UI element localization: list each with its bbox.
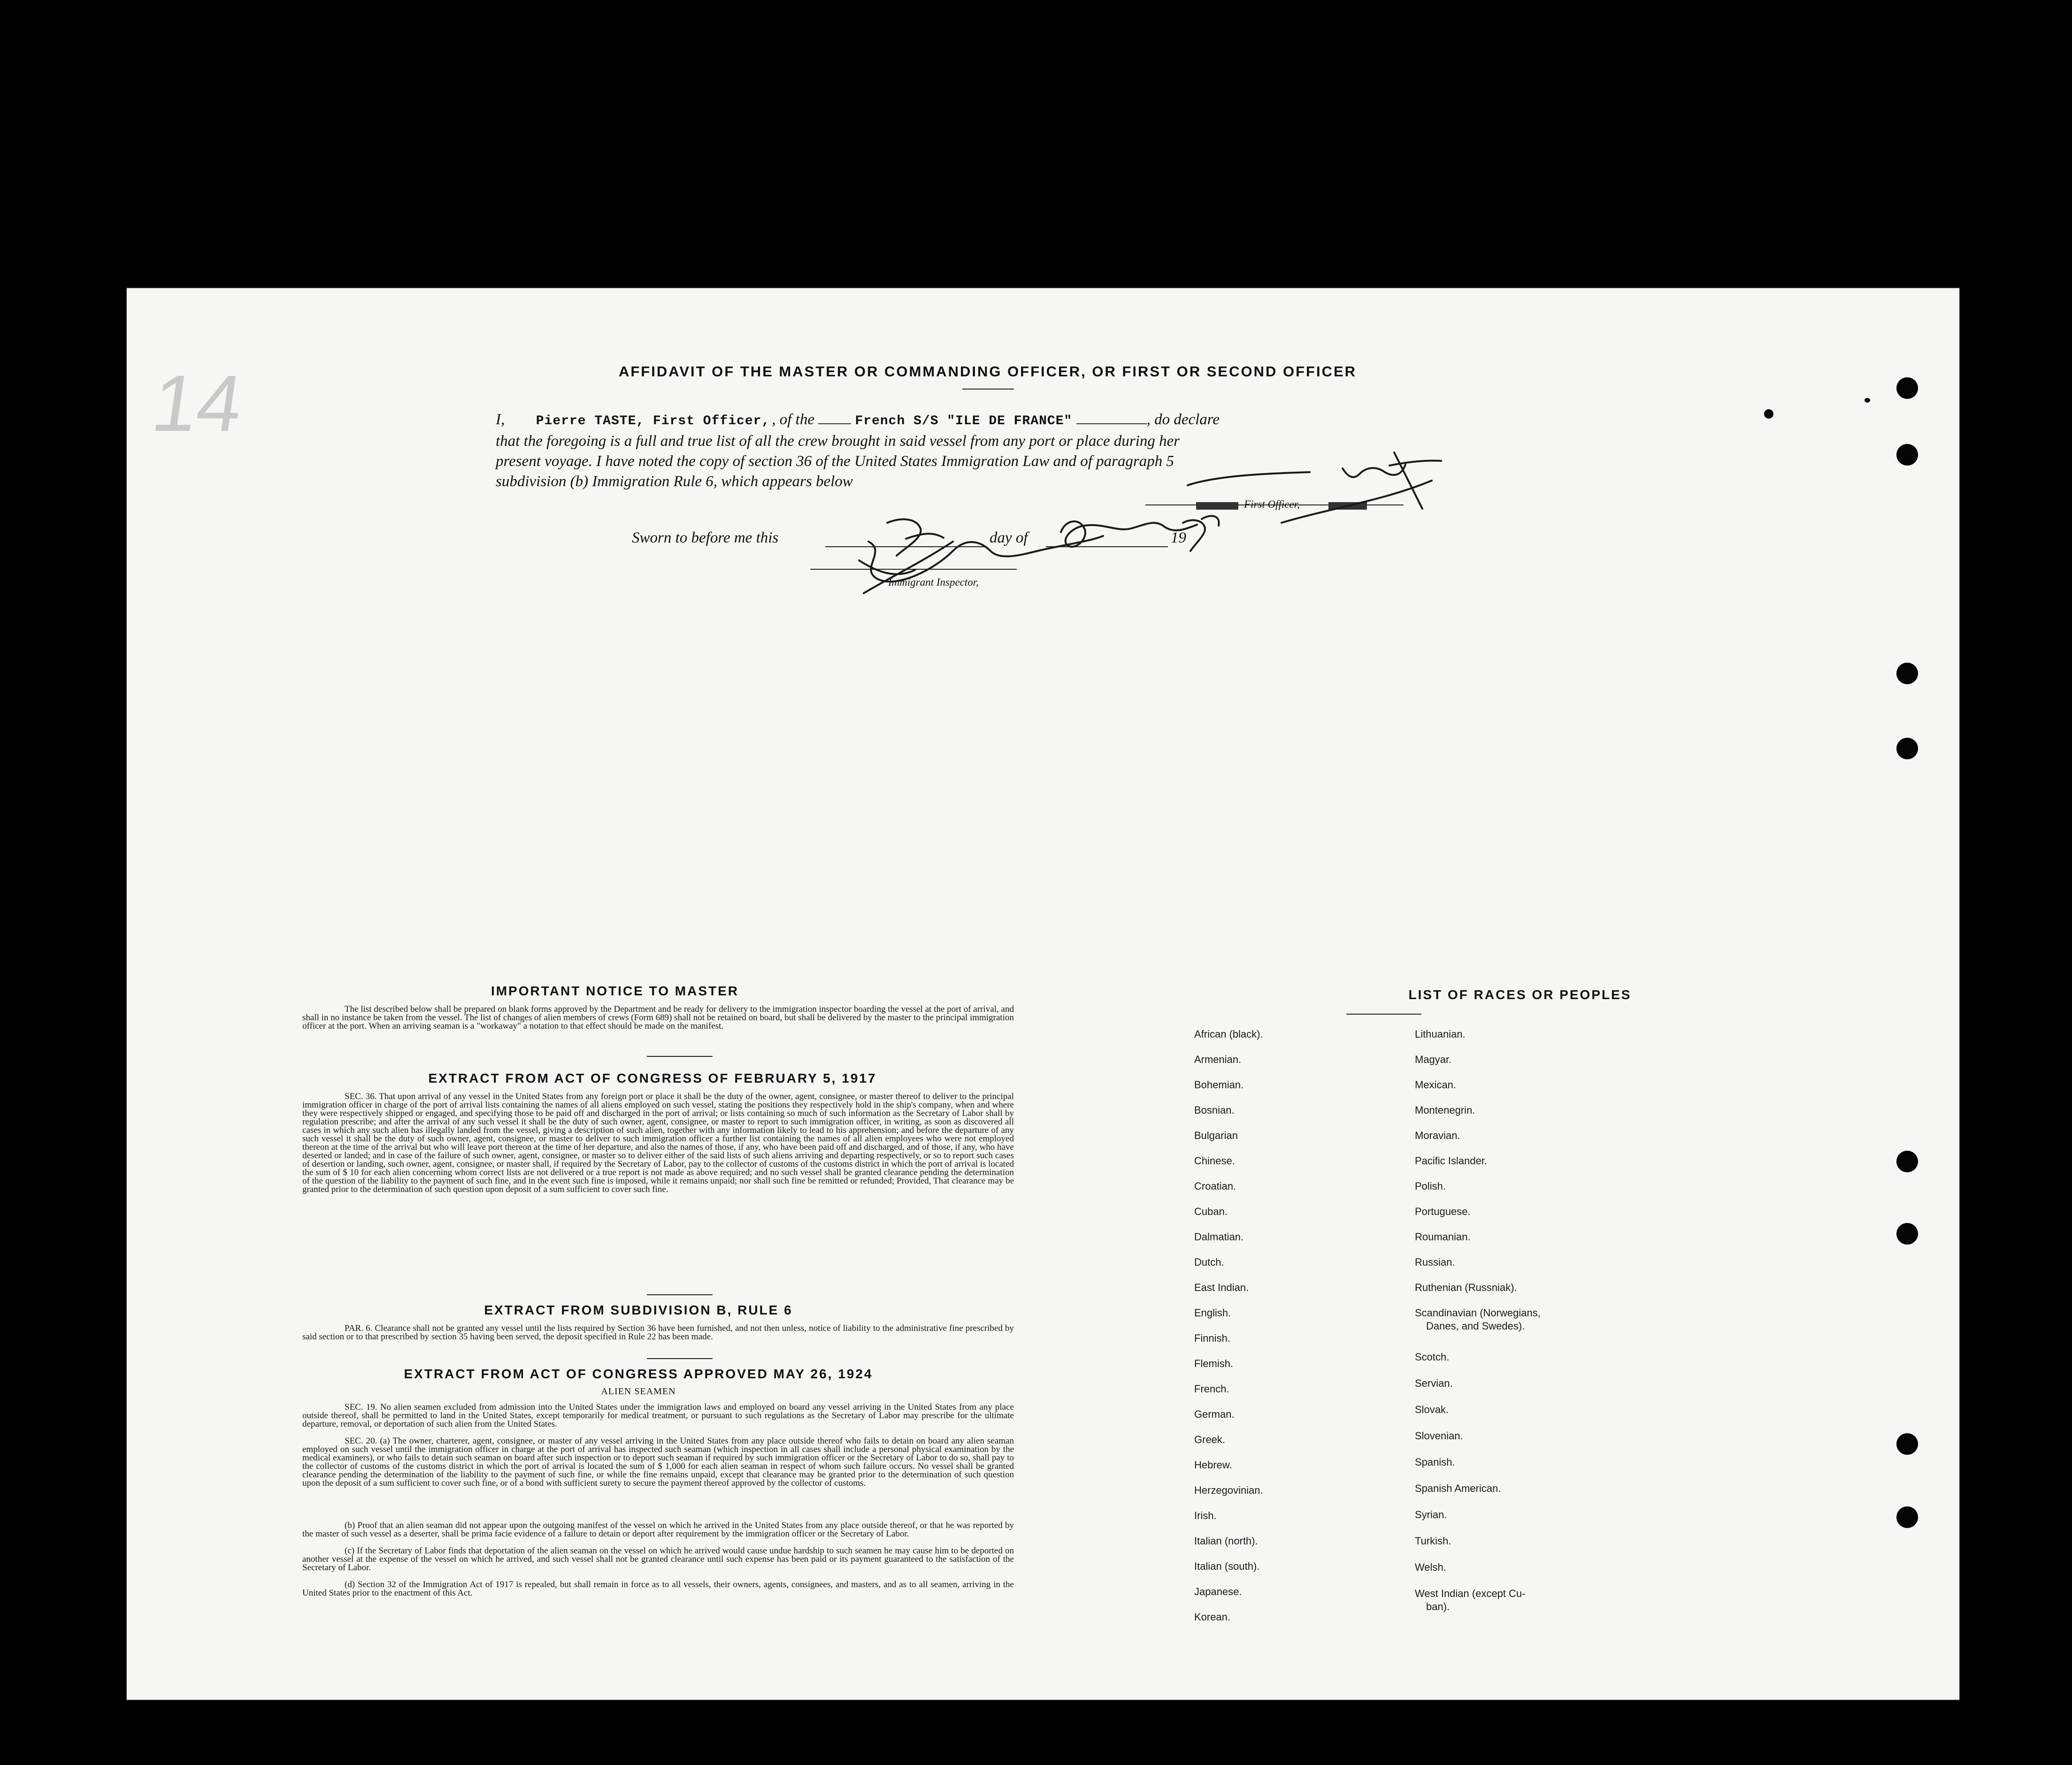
race-item: Armenian. xyxy=(1194,1054,1242,1065)
race-item: ban). xyxy=(1426,1601,1450,1612)
day-of-text: day of xyxy=(990,529,1028,546)
officer-name-field: Pierre TASTE, First Officer, xyxy=(536,414,770,428)
decl-line-3: present voyage. I have noted the copy of section 36 of the United States Immigration Law and of paragraph 5 xyxy=(496,453,1174,470)
sworn-month-line xyxy=(1046,546,1168,547)
binder-hole xyxy=(1896,1223,1918,1245)
divider xyxy=(647,1294,713,1295)
handwritten-signatures xyxy=(127,288,1959,711)
race-item: Mexican. xyxy=(1415,1079,1457,1091)
race-item: Slovak. xyxy=(1415,1404,1449,1415)
extract-1924-title: EXTRACT FROM ACT OF CONGRESS APPROVED MAY 26, 1924 xyxy=(404,1367,873,1381)
margin-mark: 14 xyxy=(146,359,248,448)
race-item: Servian. xyxy=(1415,1377,1453,1389)
race-item: English. xyxy=(1194,1307,1231,1319)
race-item: Ruthenian (Russniak). xyxy=(1415,1282,1517,1293)
race-item: East Indian. xyxy=(1194,1282,1249,1293)
race-item: Welsh. xyxy=(1415,1561,1446,1573)
race-item: Magyar. xyxy=(1415,1054,1452,1065)
race-item: German. xyxy=(1194,1408,1235,1420)
title-rule xyxy=(962,389,1014,390)
race-item: Moravian. xyxy=(1415,1130,1460,1141)
race-item: Danes, and Swedes). xyxy=(1426,1320,1525,1332)
race-item: Spanish American. xyxy=(1415,1482,1501,1494)
race-item: Hebrew. xyxy=(1194,1459,1232,1471)
decl-line-4: subdivision (b) Immigration Rule 6, which appears below xyxy=(496,473,853,490)
race-item: Italian (south). xyxy=(1194,1560,1260,1572)
divider xyxy=(647,1056,713,1057)
race-item: French. xyxy=(1194,1383,1229,1395)
sec19-text: SEC. 19. No alien seamen excluded from admission into the United States under the immigration laws and employed on board any vessel arriving in the United States from any place outside thereof, shall be permitted to land in the United States, except temporarily for medical treatment, or pursuant to such regulations as the Secretary of Labor may prescribe for the ultimate departure, removal, or deportation of such alien from the United States. xyxy=(302,1402,1014,1429)
officer-label: First Officer, xyxy=(1244,498,1300,510)
binder-hole xyxy=(1896,738,1918,759)
blank-line xyxy=(1076,409,1147,424)
race-item: Scandinavian (Norwegians, xyxy=(1415,1307,1541,1319)
race-item: Turkish. xyxy=(1415,1535,1451,1547)
race-item: African (black). xyxy=(1194,1028,1263,1040)
race-item: Dalmatian. xyxy=(1194,1231,1244,1243)
extract-rule6-text: PAR. 6. Clearance shall not be granted any vessel until the lists required by Section 36 have been furnished, and not then unless, notice of liability to the administrative fine prescribed by said section or to that prescribed by section 35 having been served, the deposit specified in Rule 22 has been made. xyxy=(302,1323,1014,1342)
race-item: Roumanian. xyxy=(1415,1231,1471,1243)
race-item: Finnish. xyxy=(1194,1332,1231,1344)
binder-hole xyxy=(1896,1151,1918,1172)
races-title: LIST OF RACES OR PEOPLES xyxy=(1408,987,1632,1002)
notice-text: The list described below shall be prepared on blank forms approved by the Department and be ready for delivery to the immigration inspector boarding the vessel at the port of arrival, and shall in no instance be taken from the vessel. The list of changes of alien members of crews (Form 689) shall not be retained on board, but shall be delivered by the master to the principal immigration officer at the port. When an arriving seaman is a "workaway" a notation to that effect should be made on the manifest. xyxy=(302,1004,1014,1031)
race-item: Dutch. xyxy=(1194,1256,1224,1268)
year-scrawl xyxy=(1183,516,1219,551)
document-sheet xyxy=(126,287,1960,1701)
sworn-day-line xyxy=(825,546,985,547)
race-item: Croatian. xyxy=(1194,1180,1236,1192)
race-item: Irish. xyxy=(1194,1510,1217,1521)
race-item: Bohemian. xyxy=(1194,1079,1244,1091)
binder-hole xyxy=(1896,1506,1918,1528)
extract-1917-text: SEC. 36. That upon arrival of any vessel in the United States from any foreign port or place it shall be the duty of the owner, agent, consignee, or master thereof to deliver to the principal immigration officer in charge of the port of arrival lists containing the names of all aliens employed on such vessel, stating the positions they respectively hold in the ship's company, when and where they were respectively shipped or engaged, and specifying those to be paid off and discharged in the port of arrival; or lists containing so much of such information as the Secretary of Labor shall by regulation prescribe; and after the arrival of any such vessel it shall be the duty of such owner, agent, consignee, or master to report to such immigration officer, in writing, as soon as discovered all cases in which any such alien has illegally landed from the vessel, giving a description of such alien, together with any information likely to lead to his apprehension; and before the departure of any such vessel it shall be the duty of such owner, agent, consignee, or master to deliver to such immigration officer a further list containing the names of all alien employees who were not employed thereon at the time of the arrival but who will leave port thereon at the time of her departure, and also the names of those, if any, who have been paid off and discharged, and of those, if any, who have deserted or landed; and in case of the failure of such owner, agent, consignee, or master so to deliver either of the said lists of such aliens arriving and departing respectively, or so to report such cases of desertion or landing, such owner, agent, consignee, or master shall, if required by the Secretary of Labor, pay to the collector of customs of the customs district in which the port of arrival is located the sum of $ 10 for each alien concerning whom correct lists are not delivered or a true report is not made as above required; and no such vessel shall be granted clearance pending the determination of the question of the liability to the payment of such fine, and in the event such fine is imposed, while it remains unpaid; nor shall such fine be remitted or refunded; Provided, That clearance may be granted prior to the determination of such question upon deposit of a sum sufficient to cover such fine. xyxy=(302,1092,1014,1194)
race-item: Herzegovinian. xyxy=(1194,1484,1263,1496)
decl-line-2: that the foregoing is a full and true list of all the crew brought in said vessel from any port or place during her xyxy=(496,433,1180,450)
date-day-scrawl xyxy=(887,520,944,556)
affidavit-title: AFFIDAVIT OF THE MASTER OR COMMANDING OFFICER, OR FIRST OR SECOND OFFICER xyxy=(618,363,1357,380)
race-item: Scotch. xyxy=(1415,1351,1450,1363)
race-item: Montenegrin. xyxy=(1415,1104,1475,1116)
decl-of-the: , of the xyxy=(772,411,814,428)
vessel-name-field: French S/S "ILE DE FRANCE" xyxy=(855,414,1073,428)
race-item: Pacific Islander. xyxy=(1415,1155,1488,1167)
sec20a-text: SEC. 20. (a) The owner, charterer, agent, consignee, or master of any vessel arriving in the United States from any place outside thereof who fails to detain on board any alien seaman employed on such vessel until the immigration officer in charge at the port of arrival has inspected such seaman (which inspection in all cases shall include a personal physical examination by the medical examiners), or who fails to detain such seaman on board after such inspection or to deport such seaman if required by such immigration officer or the Secretary of Labor to do so, shall pay to the collector of customs of the customs district in which the port of arrival is located the sum of $ 1,000 for each alien seaman in respect of whom such failure occurs. No vessel shall be granted clearance pending the determination of the liability to the payment of such fine, or while the fine remains unpaid, except that clearance may be granted prior to the determination of such question upon the deposit of a sum sufficient to cover such fine, or of a bond with sufficient surety to secure the payment thereof approved by the collector of customs. xyxy=(302,1436,1014,1488)
extract-1917-title: EXTRACT FROM ACT OF CONGRESS OF FEBRUARY 5, 1917 xyxy=(428,1071,877,1085)
ink-speck xyxy=(1764,409,1773,419)
notice-title: IMPORTANT NOTICE TO MASTER xyxy=(491,984,739,998)
sec20d-text: (d) Section 32 of the Immigration Act of 1917 is repealed, but shall remain in force as to all vessels, their owners, agents, consignees, and masters, and as to all seamen, arriving in the United States prior to the enactment of this Act. xyxy=(302,1580,1014,1598)
blank-line xyxy=(818,409,851,424)
officer-label-strike xyxy=(1196,502,1238,510)
race-item: Italian (north). xyxy=(1194,1535,1258,1547)
divider xyxy=(647,1358,713,1359)
binder-hole xyxy=(1896,377,1918,399)
race-item: West Indian (except Cu- xyxy=(1415,1588,1526,1599)
race-item: Russian. xyxy=(1415,1256,1455,1268)
race-item: Syrian. xyxy=(1415,1509,1447,1520)
race-item: Japanese. xyxy=(1194,1586,1242,1597)
race-item: Bosnian. xyxy=(1194,1104,1235,1116)
races-title-rule xyxy=(1346,1014,1421,1015)
race-item: Portuguese. xyxy=(1415,1206,1471,1217)
race-item: Spanish. xyxy=(1415,1456,1455,1468)
sec20c-text: (c) If the Secretary of Labor finds that deportation of the alien seaman on the vessel on which he arrived would cause undue hardship to such seamen he may cause him to be deported on another vessel at the expense of the vessel on which he arrived, and such vessel shall not be granted clearance until such expense has been paid or its payment guaranteed to the satisfaction of the Secretary of Labor. xyxy=(302,1546,1014,1573)
sec20b-text: (b) Proof that an alien seaman did not appear upon the outgoing manifest of the vessel on which he arrived in the United States from any place outside thereof, or that he was reported by the master of such vessel as a deserter, shall be prima facie evidence of a failure to detain or deport after requirement by the immigration officer or the Secretary of Labor. xyxy=(302,1520,1014,1539)
binder-hole xyxy=(1896,1433,1918,1455)
race-item: Cuban. xyxy=(1194,1206,1228,1217)
race-item: Lithuanian. xyxy=(1415,1028,1466,1040)
decl-do-declare: , do declare xyxy=(1146,411,1220,428)
binder-hole xyxy=(1896,663,1918,684)
race-item: Chinese. xyxy=(1194,1155,1235,1167)
race-item: Polish. xyxy=(1415,1180,1446,1192)
extract-1924-subtitle: ALIEN SEAMEN xyxy=(601,1386,676,1397)
inspector-signature-line xyxy=(810,569,1017,570)
race-item: Korean. xyxy=(1194,1611,1231,1623)
sworn-text: Sworn to before me this xyxy=(632,529,779,546)
declaration-block xyxy=(496,409,1467,492)
race-item: Bulgarian xyxy=(1194,1130,1238,1141)
ink-speck xyxy=(1865,398,1870,403)
year-prefix: 19 xyxy=(1171,529,1186,546)
officer-label-strike xyxy=(1328,502,1367,510)
race-item: Flemish. xyxy=(1194,1358,1234,1369)
race-item: Greek. xyxy=(1194,1434,1226,1445)
binder-hole xyxy=(1896,444,1918,466)
decl-i: I, xyxy=(496,411,505,428)
race-item: Slovenian. xyxy=(1415,1430,1463,1442)
inspector-label: Immigrant Inspector, xyxy=(888,576,979,588)
extract-rule6-title: EXTRACT FROM SUBDIVISION B, RULE 6 xyxy=(484,1303,793,1317)
